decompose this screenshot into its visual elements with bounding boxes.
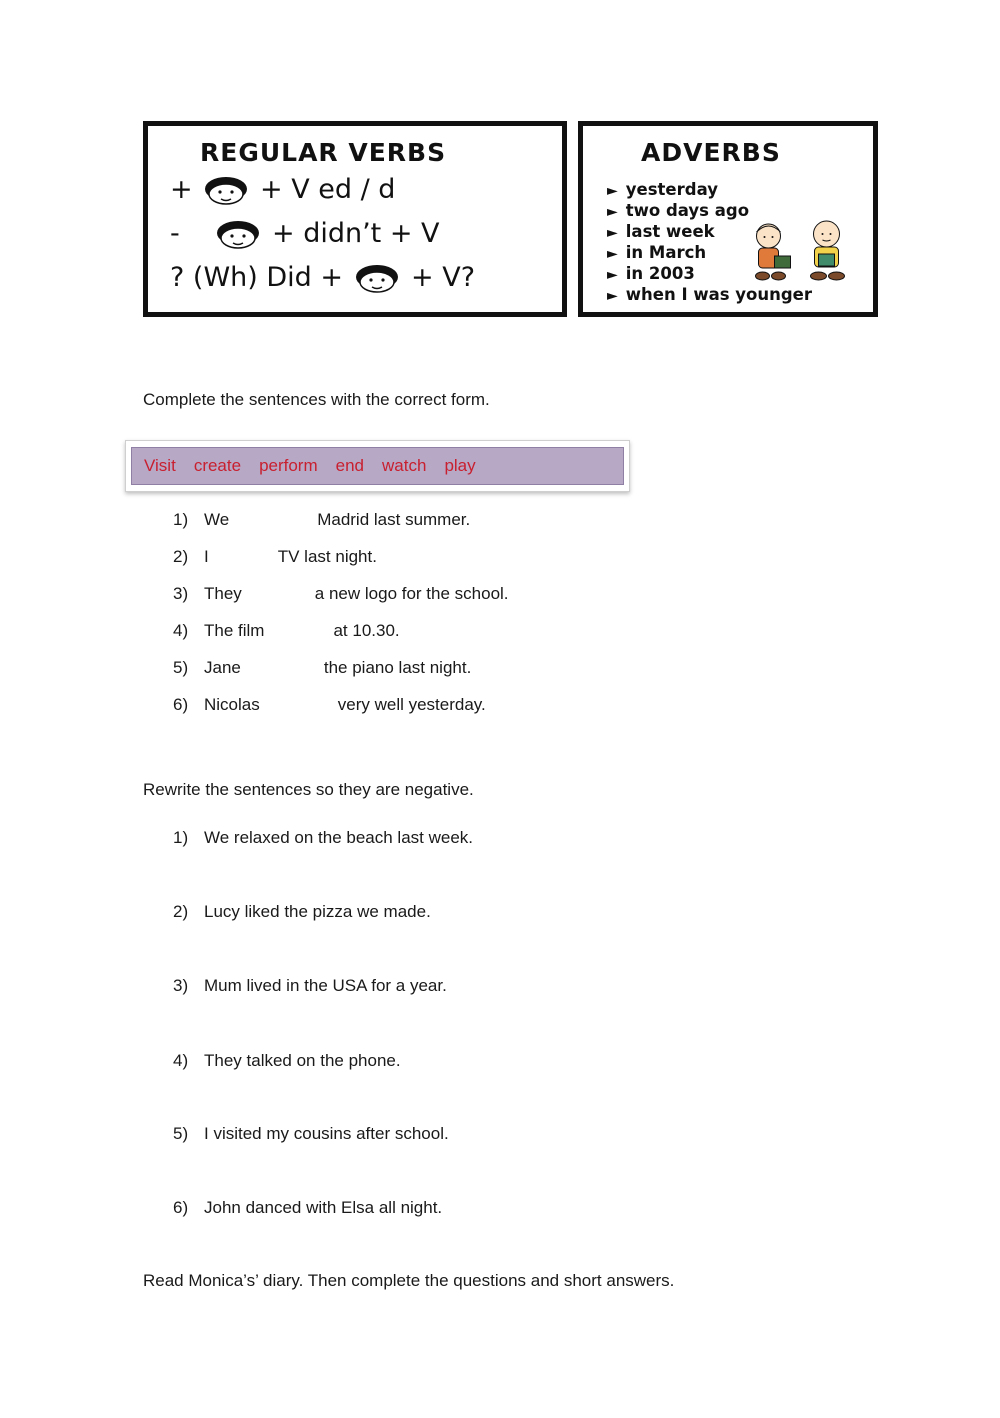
adverb-item: ► when I was younger [607,285,813,304]
cartoon-girl-face-icon [353,263,401,293]
question-rule [170,262,475,293]
negative-formula: + didn’t + V [272,218,440,249]
word-bank-word: Visit [144,456,176,475]
affirmative-formula: + V ed / d [260,174,396,205]
adverbs-title: ADVERBS [641,138,781,167]
triangle-right-icon: ► [607,225,618,241]
adverb-item: ► last week [607,222,715,241]
triangle-right-icon: ► [607,288,618,304]
word-bank-word: end [335,456,365,475]
question-suffix: + V? [411,262,476,293]
fill-in-item: 2) I TV last night. [173,547,377,566]
section3-heading: Read Monica’s’ diary. Then complete the questions and short answers. [143,1271,675,1290]
fill-in-item: 4) The film at 10.30. [173,621,400,640]
section2-heading: Rewrite the sentences so they are negative. [143,780,474,799]
negative-sign: - [170,218,180,249]
word-bank-word: perform [259,456,318,475]
rewrite-item: 5) I visited my cousins after school. [173,1124,449,1143]
fill-in-item: 5) Jane the piano last night. [173,658,472,677]
negative-rule [170,218,440,249]
word-bank-inner [131,447,624,485]
section1-heading: Complete the sentences with the correct form. [143,390,490,409]
regular-verbs-title: REGULAR VERBS [200,138,447,167]
rewrite-item: 2) Lucy liked the pizza we made. [173,902,431,921]
affirmative-sign: + [170,174,193,205]
rewrite-item: 1) We relaxed on the beach last week. [173,828,474,847]
cartoon-girl-face-icon [214,219,262,249]
adverb-item: ► yesterday [607,180,718,199]
word-bank [125,440,630,492]
adverb-item: ► in March [607,243,707,262]
word-bank-word: watch [382,456,427,475]
fill-in-item: 3) They a new logo for the school. [173,584,509,603]
adverbs-box [578,121,878,317]
regular-verbs-box [143,121,567,317]
peanuts-characters-illustration [736,218,861,288]
fill-in-item: 1) We Madrid last summer. [173,510,471,529]
rewrite-item: 6) John danced with Elsa all night. [173,1198,443,1217]
word-bank-word: create [193,456,242,475]
triangle-right-icon: ► [607,204,618,220]
question-prefix: ? (Wh) Did + [170,262,344,293]
rewrite-item: 4) They talked on the phone. [173,1051,401,1070]
triangle-right-icon: ► [607,246,618,262]
cartoon-girl-face-icon [202,175,250,205]
affirmative-rule [170,174,395,205]
adverb-item: ► two days ago [607,201,750,220]
rewrite-item: 3) Mum lived in the USA for a year. [173,976,447,995]
adverb-item: ► in 2003 [607,264,695,283]
fill-in-item: 6) Nicolas very well yesterday. [173,695,486,714]
triangle-right-icon: ► [607,183,618,199]
word-bank-word: play [444,456,476,475]
triangle-right-icon: ► [607,267,618,283]
